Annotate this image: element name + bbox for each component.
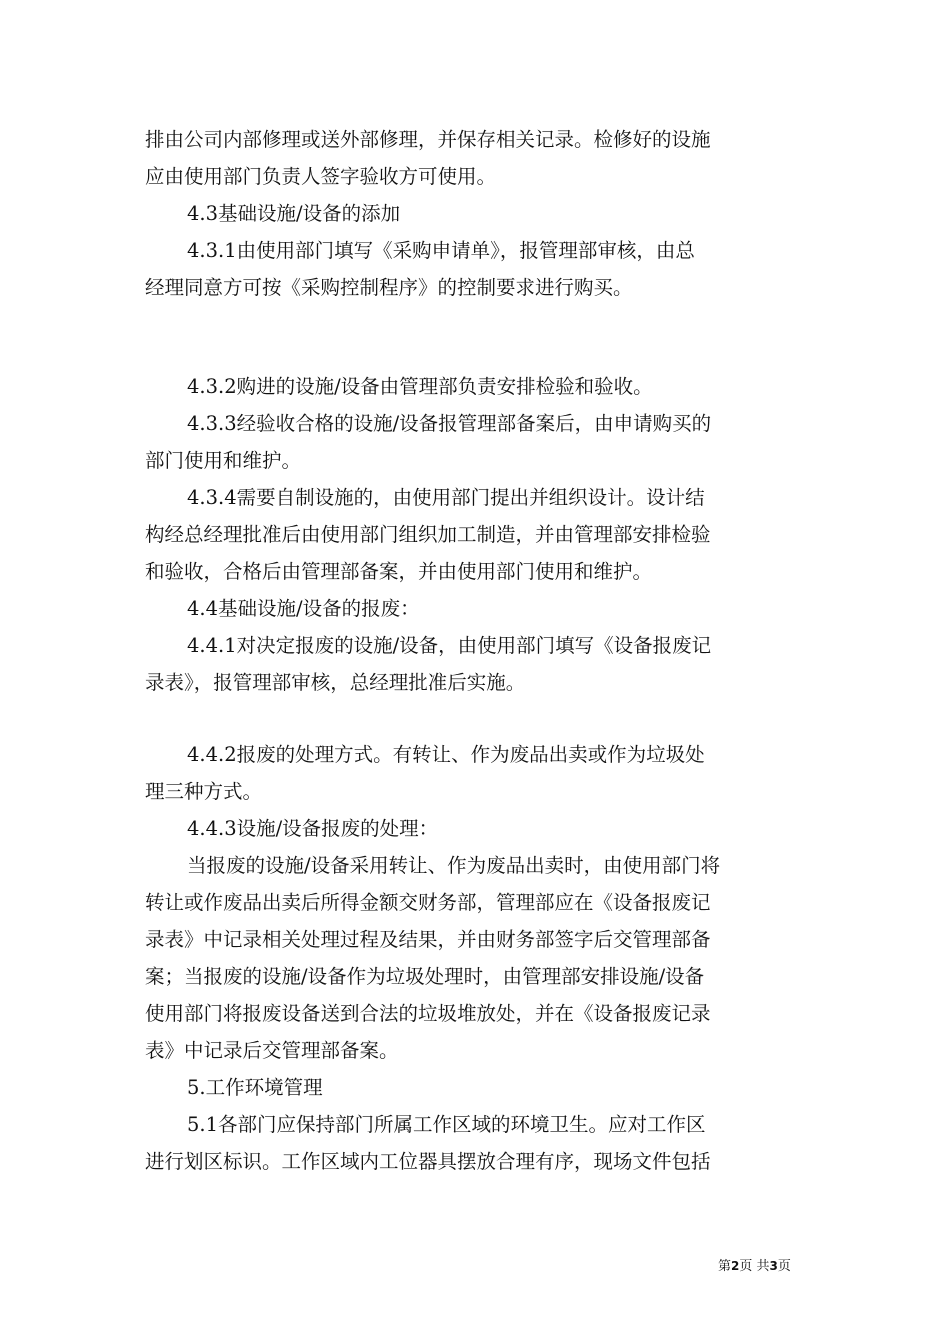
heading-4-4-3 [187,810,847,847]
text-line: 5.1各部门应保持部门所属工作区域的环境卫生。应对工作区 [187,1113,706,1136]
text-line: 使用部门将报废设备送到合法的垃圾堆放处，并在《设备报废记录 [145,1002,711,1025]
text-line: 4.3.3经验收合格的设施/设备报管理部备案后，由申请购买的 [187,412,712,435]
text-line: 4.4.3设施/设备报废的处理： [187,817,439,840]
total-page-number: 3 [769,1259,778,1273]
paragraph-4-3-4 [145,479,805,590]
text-line: 案；当报废的设施/设备作为垃圾处理时，由管理部安排设施/设备 [145,965,705,988]
footer-prefix: 第 [718,1259,732,1274]
text-line: 4.4.2报废的处理方式。有转让、作为废品出卖或作为垃圾处 [187,743,705,766]
paragraph-4-4-1 [145,627,805,701]
text-line: 录表》，报管理部审核，总经理批准后实施。 [145,671,526,694]
text-line: 理三种方式。 [145,780,263,803]
paragraph-5-1 [145,1106,805,1180]
heading-5 [187,1069,847,1106]
paragraph-repair [145,121,805,195]
text-line: 部门使用和维护。 [145,449,302,472]
text-line: 排由公司内部修理或送外部修理，并保存相关记录。检修好的设施 [145,128,711,151]
footer-middle: 页 共 [739,1259,770,1274]
text-line: 4.3.4需要自制设施的，由使用部门提出并组织设计。设计结 [187,486,705,509]
text-line: 经理同意方可按《采购控制程序》的控制要求进行购买。 [145,276,633,299]
page-number-footer [718,1258,818,1275]
text-line: 表》中记录后交管理部备案。 [145,1039,399,1062]
paragraph-4-3-2 [187,368,847,405]
text-line: 应由使用部门负责人签字验收方可使用。 [145,165,497,188]
text-line: 4.3.2购进的设施/设备由管理部负责安排检验和验收。 [187,375,653,398]
text-line: 4.3.1由使用部门填写《采购申请单》，报管理部审核，由总 [187,239,695,262]
text-line: 录表》中记录相关处理过程及结果，并由财务部签字后交管理部备 [145,928,711,951]
current-page-number: 2 [731,1259,740,1273]
paragraph-4-3-3 [145,405,805,479]
text-line: 转让或作废品出卖后所得金额交财务部，管理部应在《设备报废记 [145,891,711,914]
text-line: 5.工作环境管理 [187,1076,323,1099]
heading-4-4 [187,590,847,627]
footer-suffix: 页 [777,1259,791,1274]
text-line: 构经总经理批准后由使用部门组织加工制造，并由管理部安排检验 [145,523,711,546]
text-line: 4.4.1对决定报废的设施/设备，由使用部门填写《设备报废记 [187,634,712,657]
text-line: 4.3基础设施/设备的添加 [187,202,401,225]
text-line: 进行划区标识。工作区域内工位器具摆放合理有序，现场文件包括 [145,1150,711,1173]
paragraph-4-4-2 [145,736,805,810]
text-line: 当报废的设施/设备采用转让、作为废品出卖时，由使用部门将 [187,854,721,877]
paragraph-4-3-1 [145,232,805,306]
text-line: 和验收，合格后由管理部备案，并由使用部门使用和维护。 [145,560,653,583]
heading-4-3 [187,195,847,232]
text-line: 4.4基础设施/设备的报废： [187,597,420,620]
paragraph-disposal [145,847,805,1069]
